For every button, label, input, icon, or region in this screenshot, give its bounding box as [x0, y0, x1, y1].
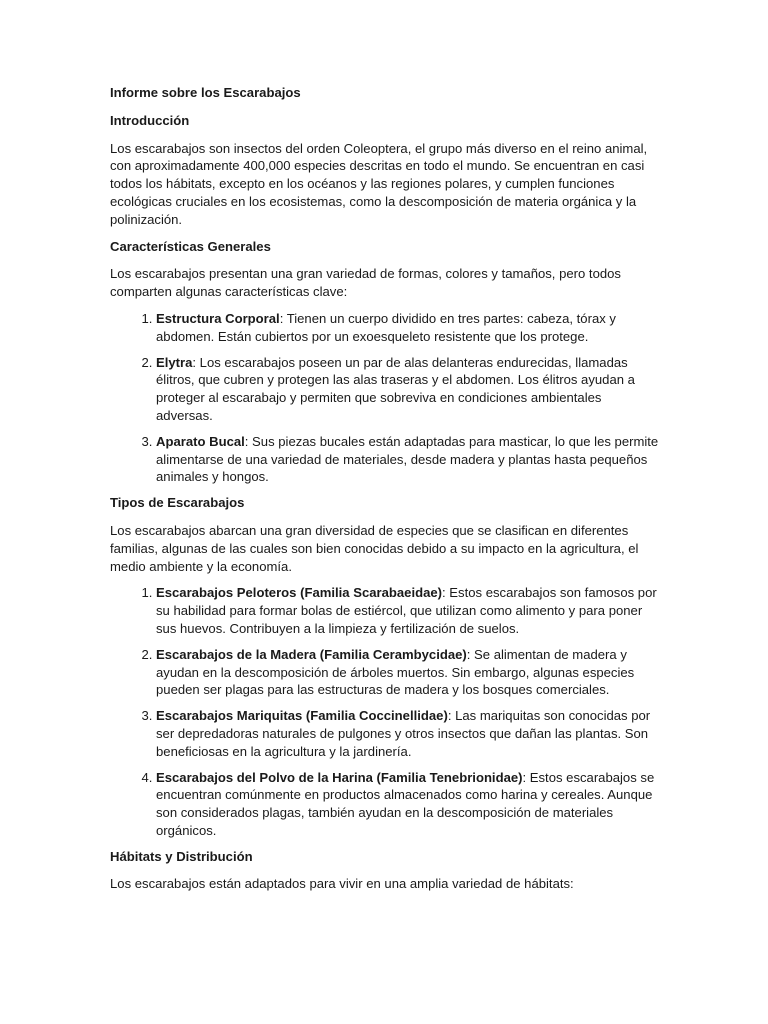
- item-term: Escarabajos de la Madera (Familia Cerambycidae): [156, 646, 467, 662]
- document-page: [110, 84, 660, 902]
- item-text: : Tienen un cuerpo dividido en tres partes: cabeza, tórax y abdomen. Están cubiertos por un exoesqueleto resistente que los protege.: [156, 310, 616, 344]
- types-list: [110, 584, 660, 839]
- habitats-heading: Hábitats y Distribución: [110, 848, 253, 864]
- item-term: Aparato Bucal: [156, 433, 245, 449]
- item-term: Escarabajos Peloteros (Familia Scarabaeidae): [156, 585, 443, 601]
- characteristics-heading: Características Generales: [110, 238, 271, 254]
- item-text: : Estos escarabajos se encuentran comúnmente en productos almacenados como harina y cereales. Aunque son considerados plagas, también ayudan en la descomposición de materiales orgánicos.: [156, 769, 655, 838]
- list-item: [156, 310, 660, 346]
- item-text: : Sus piezas bucales están adaptadas para masticar, lo que les permite alimentarse de una variedad de materiales, desde madera y plantas hasta pequeños animales y hongos.: [156, 433, 659, 485]
- characteristics-list: [110, 310, 660, 486]
- item-text: : Se alimentan de madera y ayudan en la descomposición de árboles muertos. Sin embargo, algunas especies pueden ser plagas para las estructuras de madera y los bosques comerciales.: [156, 646, 635, 698]
- intro-heading: Introducción: [110, 112, 190, 128]
- types-heading: Tipos de Escarabajos: [110, 495, 245, 511]
- document-title: Informe sobre los Escarabajos: [110, 85, 301, 100]
- habitats-paragraph: Los escarabajos están adaptados para vivir en una amplia variedad de hábitats:: [110, 876, 574, 892]
- item-term: Escarabajos Mariquitas (Familia Coccinellidae): [156, 708, 448, 724]
- intro-paragraph: Los escarabajos son insectos del orden Coleoptera, el grupo más diverso en el reino animal, con aproximadamente 400,000 especies descritas en todo el mundo. Se encuentran en casi todos los hábitats, excepto en los océanos y las regiones polares, y cumplen funciones ecológicas cruciales en los ecosistemas, como la descomposición de materia orgánica y la polinización.: [110, 140, 648, 227]
- types-paragraph: Los escarabajos abarcan una gran diversidad de especies que se clasifican en diferentes familias, algunas de las cuales son bien conocidas debido a su impacto en la agricultura, el medio ambiente y la economía.: [110, 522, 639, 574]
- item-text: : Las mariquitas son conocidas por ser depredadoras naturales de pulgones y otros insectos que dañan las plantas. Son beneficiosas en la agricultura y la jardinería.: [156, 708, 651, 759]
- item-text: : Los escarabajos poseen un par de alas delanteras endurecidas, llamadas élitros, que cubren y protegen las alas traseras y el abdomen. Los élitros ayudan a proteger al escarabajo y permiten que sobreviva en condiciones ambientales adversas.: [156, 354, 635, 423]
- list-item: [156, 646, 660, 699]
- characteristics-paragraph: Los escarabajos presentan una gran variedad de formas, colores y tamaños, pero todos comparten algunas características clave:: [110, 266, 621, 300]
- list-item: [156, 584, 660, 637]
- item-term: Escarabajos del Polvo de la Harina (Familia Tenebrionidae): [156, 769, 523, 785]
- item-term: Estructura Corporal: [156, 310, 280, 326]
- list-item: [156, 433, 660, 486]
- item-term: Elytra: [156, 354, 193, 370]
- list-item: [156, 769, 660, 840]
- item-text: : Estos escarabajos son famosos por su habilidad para formar bolas de estiércol, que utilizan como alimento y para poner sus huevos. Contribuyen a la limpieza y fertilización de suelos.: [156, 585, 657, 636]
- list-item: [156, 707, 660, 760]
- list-item: [156, 354, 660, 425]
